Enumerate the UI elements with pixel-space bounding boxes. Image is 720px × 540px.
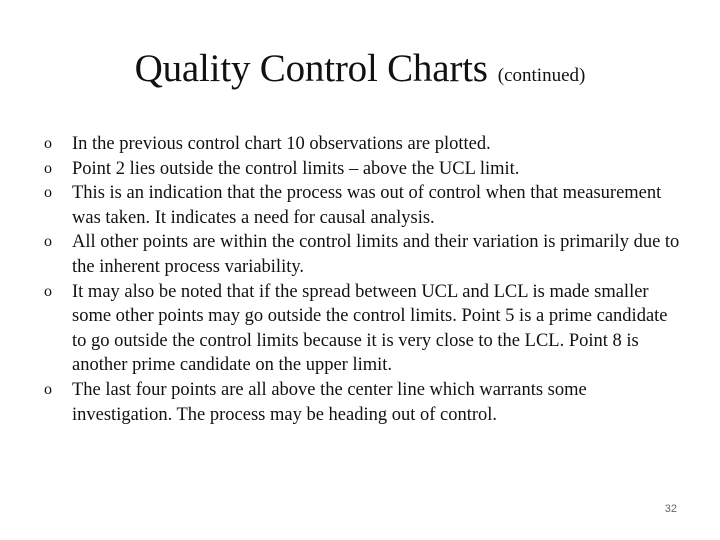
bullet-item (44, 280, 684, 378)
bullet-marker-icon: o (44, 159, 52, 177)
bullet-list (44, 132, 684, 427)
title-suffix: (continued) (497, 65, 586, 86)
bullet-marker-icon: o (44, 282, 52, 300)
bullet-text: All other points are within the control limits and their variation is primarily due to the inherent process variability. (72, 232, 680, 277)
bullet-item (44, 230, 684, 279)
bullet-text: It may also be noted that if the spread between UCL and LCL is made smaller some other points may go outside the control limits. Point 5 is a prime candidate to go outside the control limits because it is very close to the LCL. Point 8 is another prime candidate on the upper limit. (72, 281, 668, 376)
bullet-item (44, 157, 684, 182)
bullet-item (44, 378, 684, 427)
page-number: 32 (664, 503, 677, 515)
bullet-item (44, 181, 684, 230)
bullet-text: The last four points are all above the center line which warrants some investigation. The process may be heading out of control. (72, 379, 587, 425)
bullet-item (44, 132, 684, 157)
bullet-text: Point 2 lies outside the control limits – above the UCL limit. (72, 158, 520, 179)
slide-title (0, 46, 720, 91)
bullet-marker-icon: o (44, 135, 52, 152)
bullet-marker-icon: o (44, 380, 52, 398)
bullet-marker-icon: o (44, 233, 52, 251)
bullet-text: This is an indication that the process was out of control when that measurement was taken. It indicates a need for causal analysis. (72, 183, 662, 228)
bullet-text: In the previous control chart 10 observations are plotted. (72, 134, 491, 154)
bullet-marker-icon: o (44, 184, 52, 202)
title-main: Quality Control Charts (134, 47, 488, 90)
